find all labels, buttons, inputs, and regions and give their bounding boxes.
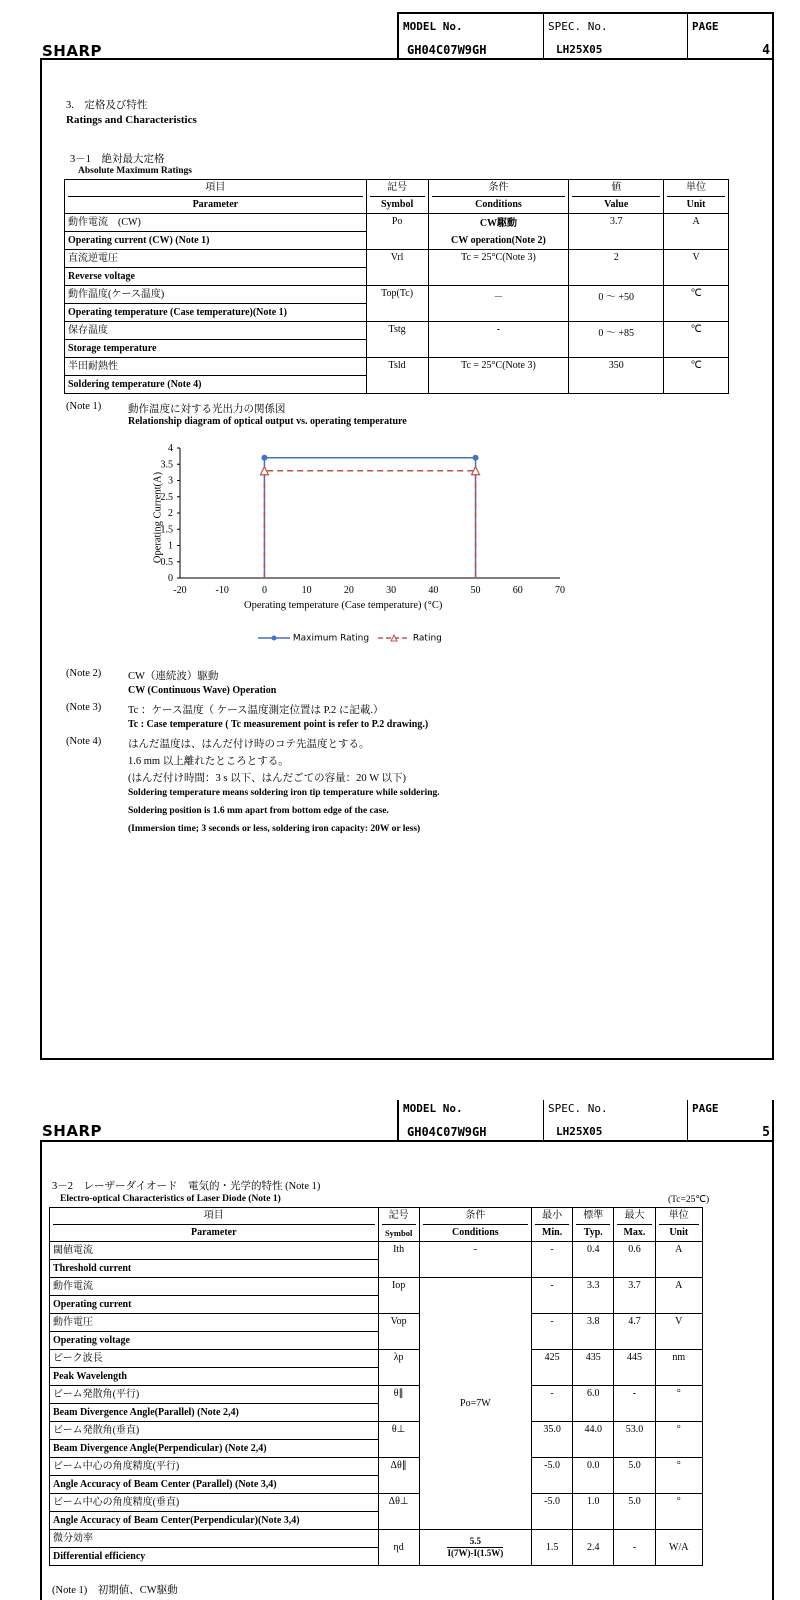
note4-label: (Note 4) — [66, 736, 102, 747]
note1-en: Relationship diagram of optical output vs. operating temperature — [128, 416, 407, 427]
y-tick-label: 2 — [168, 508, 173, 519]
table-row: 動作電流 (CW) Operating current (CW) (Note 1) Po CW駆動 CW operation(Note 2) 3.7 A — [65, 214, 729, 250]
note4-en-line1: Soldering temperature means soldering iron tip temperature while soldering. — [128, 788, 440, 798]
table-row: ピーク波長 Peak Wavelength λp 425 435 445 nm — [50, 1350, 703, 1386]
y-tick-label: 4 — [168, 443, 173, 454]
absolute-max-table — [64, 179, 729, 394]
x-tick-label: 60 — [512, 585, 523, 596]
page-label: PAGE — [692, 1102, 719, 1115]
model-label: MODEL No. — [403, 1102, 463, 1115]
subsection-title-en: Electro-optical Characteristics of Laser Diode (Note 1) — [60, 1194, 281, 1204]
temperature-condition: (Tc=25℃) — [668, 1195, 710, 1205]
subsection-title-jp: 3－2 レーザーダイオード 電気的・光学的特性 (Note 1) — [52, 1181, 321, 1192]
max-rating-point — [473, 455, 479, 461]
x-tick-label: 70 — [555, 585, 565, 596]
footnote: (Note 1) 初期値、CW駆動 — [52, 1585, 178, 1596]
x-tick-label: 20 — [343, 585, 354, 596]
header-box — [397, 1100, 774, 1142]
temperature-current-chart — [135, 440, 595, 680]
spec-value: LH25X05 — [556, 43, 603, 56]
note3-jp: Tc ：ケース温度（ ケース温度測定位置は P.2 に記載.） — [128, 705, 384, 716]
x-tick-label: 40 — [428, 585, 439, 596]
x-tick-label: 30 — [386, 585, 397, 596]
table-row: 動作電圧 Operating voltage Vop - 3.8 4.7 V — [50, 1314, 703, 1350]
note3-en: Tc : Case temperature ( Tc measurement point is refer to P.2 drawing.) — [128, 719, 429, 730]
table-row: 動作電流 Operating current Iop Po=7W - 3.3 3.7 A — [50, 1278, 703, 1314]
electro-optical-table — [49, 1207, 703, 1566]
table-row: 半田耐熱性 Soldering temperature (Note 4) Tsld Tc = 25°C(Note 3) 350 ℃ — [65, 358, 729, 394]
table-row: ビーム中心の角度精度(垂直) Angle Accuracy of Beam Center(Perpendicular)(Note 3,4) Δθ⊥ -5.0 1.0 5.0 ° — [50, 1494, 703, 1530]
max-rating-point — [261, 455, 267, 461]
section-title-en: Ratings and Characteristics — [66, 114, 197, 126]
model-value: GH04C07W9GH — [407, 43, 487, 57]
table-row: 直流逆電圧 Reverse voltage Vrl Tc = 25°C(Note 3) 2 V — [65, 250, 729, 286]
note1-jp: 動作温度に対する光出力の関係図 — [128, 404, 286, 415]
x-tick-label: 0 — [261, 585, 267, 596]
x-tick-label: 10 — [301, 585, 312, 596]
section-title-jp: 3. 定格及び特性 — [66, 100, 148, 111]
spec-label: SPEC. No. — [548, 1102, 608, 1115]
table-row: 保存温度 Storage temperature Tstg - 0 ～ +85 ℃ — [65, 322, 729, 358]
y-tick-label: 1.5 — [160, 524, 173, 536]
y-axis-label: Operating Current(A) — [152, 471, 164, 564]
spec-page-5 — [0, 1100, 800, 1600]
chart-legend — [258, 633, 442, 644]
x-tick-label: -20 — [173, 585, 187, 596]
legend-rating-swatch — [378, 633, 410, 643]
note4-en-line2: Soldering position is 1.6 mm apart from bottom edge of the case. — [128, 806, 389, 816]
legend-max-rating-swatch — [258, 633, 290, 643]
x-axis-label: Operating temperature (Case temperature) (°C) — [244, 600, 443, 611]
note4-jp-line3: (はんだ付け時間：3 s 以下、はんだごての容量：20 W 以下) — [128, 773, 407, 784]
y-tick-label: 2.5 — [160, 491, 173, 503]
x-tick-label: -10 — [215, 585, 229, 596]
spec-label: SPEC. No. — [548, 20, 608, 33]
note2-label: (Note 2) — [66, 668, 102, 679]
subsection-title-jp: 3－1 絶対最大定格 — [70, 154, 165, 165]
page-number: 4 — [762, 43, 770, 58]
differential-efficiency-formula: $\frac{5.5}{I(7W)-I(1.5W)}$ — [419, 1530, 531, 1566]
note3-label: (Note 3) — [66, 702, 102, 713]
table-row: 微分効率 Differential efficiency ηd $\frac{5.5}{I(7W)-I(1.5W)}$ 1.5 2.4 - W/A — [50, 1530, 703, 1566]
spec-value: LH25X05 — [556, 1125, 603, 1138]
legend-max-rating: Maximum Rating — [292, 633, 370, 644]
model-cell — [399, 1100, 543, 1140]
y-tick-label: 3 — [168, 475, 173, 487]
sharp-logo: SHARP — [42, 1122, 103, 1140]
note1-label: (Note 1) — [66, 401, 102, 412]
table-row: ビーム中心の角度精度(平行) Angle Accuracy of Beam Center (Parallel) (Note 3,4) Δθ∥ -5.0 0.0 5.0 ° — [50, 1458, 703, 1494]
note2-en: CW (Continuous Wave) Operation — [128, 685, 277, 696]
table-header-row: 項目 Parameter 記号 Symbol 条件 Conditions 最小 Min. 標準 Typ. 最大 Max. 単位 Unit — [50, 1208, 703, 1242]
spec-cell — [543, 14, 687, 58]
table-row: ビーム発散角(平行) Beam Divergence Angle(Parallel) (Note 2,4) θ∥ - 6.0 - ° — [50, 1386, 703, 1422]
model-cell — [399, 14, 543, 58]
header-box — [397, 12, 774, 60]
series-line-maximum-rating — [264, 458, 475, 578]
x-tick-label: 50 — [470, 585, 481, 596]
y-tick-label: 0.5 — [160, 556, 173, 568]
note2-jp: CW（連続波）駆動 — [128, 671, 219, 682]
table-header-row: 項目 Parameter 記号 Symbol 条件 Conditions 値 Value 単位 Unit — [65, 180, 729, 214]
y-tick-label: 0 — [168, 573, 173, 584]
sharp-logo: SHARP — [42, 42, 103, 60]
note4-en-line3: (Immersion time; 3 seconds or less, soldering iron capacity: 20W or less) — [128, 824, 421, 834]
page-cell — [687, 1100, 774, 1140]
table-row: 閾値電流 Threshold current Ith - - 0.4 0.6 A — [50, 1242, 703, 1278]
model-label: MODEL No. — [403, 20, 463, 33]
table-row: 動作温度(ケース温度) Operating temperature (Case temperature)(Note 1) Top(Tc) － 0 ～ +50 ℃ — [65, 286, 729, 322]
table-row: ビーム発散角(垂直) Beam Divergence Angle(Perpendicular) (Note 2,4) θ⊥ 35.0 44.0 53.0 ° — [50, 1422, 703, 1458]
model-value: GH04C07W9GH — [407, 1125, 487, 1139]
y-tick-label: 1 — [168, 540, 173, 552]
page-cell — [687, 14, 774, 58]
note4-jp-line1: はんだ温度は、はんだ付け時のコテ先温度とする。 — [128, 739, 370, 750]
spec-cell — [543, 1100, 687, 1140]
merged-condition-cell: Po=7W — [419, 1278, 531, 1530]
subsection-title-en: Absolute Maximum Ratings — [78, 166, 193, 176]
series-line-rating — [264, 471, 475, 578]
legend-rating: Rating — [412, 633, 442, 644]
page-number: 5 — [762, 1125, 770, 1140]
page-label: PAGE — [692, 20, 719, 33]
note4-jp-line2: 1.6 mm 以上離れたところとする。 — [128, 756, 289, 767]
y-tick-label: 3.5 — [160, 459, 173, 471]
